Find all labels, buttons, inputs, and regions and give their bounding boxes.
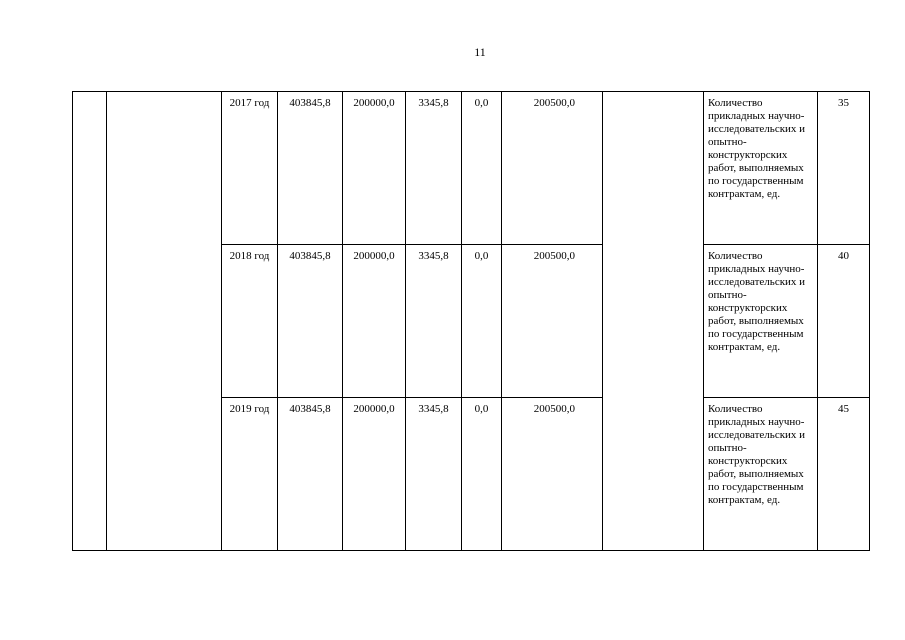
local-budget-cell: 0,0	[462, 245, 502, 398]
federal-budget-cell: 200000,0	[343, 92, 406, 245]
indicator-cell: Количество прикладных научно-исследовательских и опытно-конструкторских работ, выполняемых по государственным контрактам, ед.	[704, 245, 818, 398]
extrabudget-cell: 200500,0	[502, 398, 603, 551]
executor-cell	[603, 92, 704, 551]
total-cell: 403845,8	[278, 92, 343, 245]
regional-budget-cell: 3345,8	[406, 245, 462, 398]
federal-budget-cell: 200000,0	[343, 398, 406, 551]
table-row	[73, 92, 870, 245]
federal-budget-cell: 200000,0	[343, 245, 406, 398]
target-value-cell: 45	[818, 398, 870, 551]
year-cell: 2019 год	[222, 398, 278, 551]
local-budget-cell: 0,0	[462, 92, 502, 245]
event-name-cell	[107, 92, 222, 551]
indicator-cell: Количество прикладных научно-исследовательских и опытно-конструкторских работ, выполняемых по государственным контрактам, ед.	[704, 92, 818, 245]
target-value-cell: 35	[818, 92, 870, 245]
target-value-cell: 40	[818, 245, 870, 398]
indicator-cell: Количество прикладных научно-исследовательских и опытно-конструкторских работ, выполняемых по государственным контрактам, ед.	[704, 398, 818, 551]
local-budget-cell: 0,0	[462, 398, 502, 551]
extrabudget-cell: 200500,0	[502, 245, 603, 398]
total-cell: 403845,8	[278, 398, 343, 551]
program-table	[72, 91, 870, 551]
row-number-cell	[73, 92, 107, 551]
total-cell: 403845,8	[278, 245, 343, 398]
year-cell: 2017 год	[222, 92, 278, 245]
extrabudget-cell: 200500,0	[502, 92, 603, 245]
year-cell: 2018 год	[222, 245, 278, 398]
regional-budget-cell: 3345,8	[406, 398, 462, 551]
regional-budget-cell: 3345,8	[406, 92, 462, 245]
page-number: 11	[474, 45, 486, 59]
